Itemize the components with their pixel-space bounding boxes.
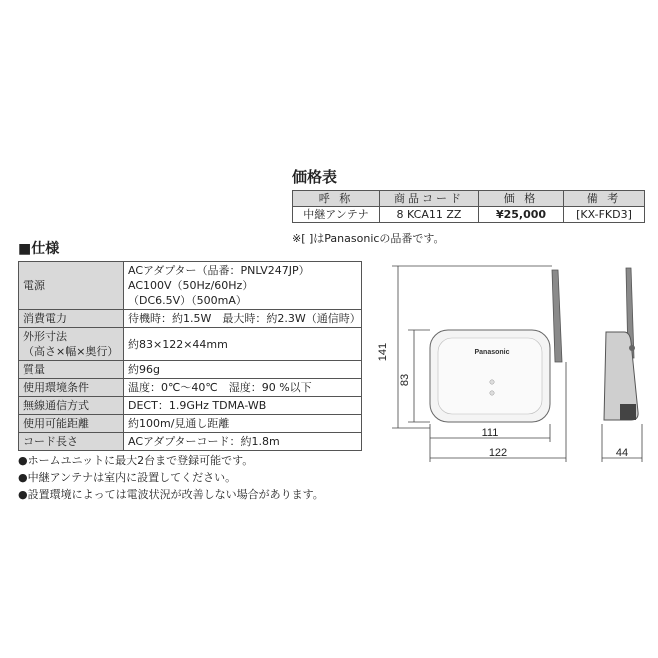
spec-label-line: 使用可能距離	[23, 417, 89, 430]
stand-side	[620, 404, 636, 420]
spec-label	[19, 415, 124, 433]
spec-value-line: ACアダプター（品番：PNLV247JP）	[128, 264, 310, 277]
spec-value-line: 待機時：約1.5W 最大時：約2.3W（通信時）	[128, 312, 361, 325]
notes-list	[18, 452, 324, 503]
spec-row	[19, 361, 362, 379]
spec-value	[124, 433, 362, 451]
header-remarks: 備 考	[564, 191, 645, 207]
spec-value	[124, 397, 362, 415]
led-icon	[490, 391, 494, 395]
spec-value-line: 約83×122×44mm	[128, 337, 228, 351]
spec-title: ■仕様	[18, 241, 60, 257]
spec-label	[19, 262, 124, 310]
spec-value-line: 約100m/見通し距離	[128, 417, 230, 430]
spec-value	[124, 415, 362, 433]
spec-value	[124, 328, 362, 361]
dim-height-body: 83	[399, 373, 411, 387]
spec-label-line: 使用環境条件	[23, 381, 89, 394]
spec-label-line: 消費電力	[23, 312, 67, 325]
dim-width-total: 122	[488, 447, 508, 459]
spec-value-line: 約96g	[128, 363, 160, 376]
price-table	[292, 190, 645, 223]
spec-row	[19, 379, 362, 397]
spec-value-line: AC100V（50Hz/60Hz）	[128, 279, 254, 292]
spec-value	[124, 361, 362, 379]
spec-value	[124, 379, 362, 397]
header-name: 呼 称	[293, 191, 380, 207]
cell-name: 中継アンテナ	[293, 207, 380, 223]
note-item: ●ホームユニットに最大2台まで登録可能です。	[18, 454, 254, 467]
price-header-row	[293, 191, 645, 207]
spec-label	[19, 361, 124, 379]
spec-value	[124, 262, 362, 310]
dim-depth: 44	[615, 447, 629, 459]
note-item: ●設置環境によっては電波状況が改善しない場合があります。	[18, 488, 324, 501]
spec-label	[19, 328, 124, 361]
spec-label	[19, 433, 124, 451]
price-row	[293, 207, 645, 223]
spec-label	[19, 379, 124, 397]
cell-remarks: [KX-FKD3]	[564, 207, 645, 223]
spec-row	[19, 433, 362, 451]
spec-label-line: 質量	[23, 363, 45, 376]
price-table-title: 価格表	[292, 168, 338, 186]
spec-label	[19, 310, 124, 328]
spec-label-line: コード長さ	[23, 435, 78, 448]
brand-logo: Panasonic	[474, 349, 510, 356]
side-view	[604, 268, 638, 420]
spec-table	[18, 261, 362, 451]
header-price: 価 格	[479, 191, 564, 207]
spec-row	[19, 328, 362, 361]
spec-value	[124, 310, 362, 328]
dimension-diagram	[372, 262, 658, 462]
spec-label	[19, 397, 124, 415]
spec-label-line: （高さ×幅×奥行）	[23, 345, 119, 358]
spec-label-line: 無線通信方式	[23, 399, 89, 412]
dim-width-body: 111	[481, 427, 499, 439]
spec-label-line: 電源	[23, 279, 45, 292]
front-view	[430, 270, 562, 422]
spec-value-line: ACアダプターコード：約1.8m	[128, 435, 280, 448]
spec-row	[19, 262, 362, 310]
antenna-joint	[629, 345, 635, 351]
spec-value-line: DECT：1.9GHz TDMA-WB	[128, 399, 267, 412]
dim-height-total: 141	[377, 342, 389, 362]
price-note: ※[ ]はPanasonicの品番です。	[292, 232, 445, 245]
spec-row	[19, 397, 362, 415]
spec-value-line: （DC6.5V）（500mA）	[128, 294, 247, 307]
cell-code: 8 KCA11 ZZ	[380, 207, 479, 223]
spec-row	[19, 415, 362, 433]
led-icon	[490, 380, 494, 384]
spec-row	[19, 310, 362, 328]
antenna-front	[552, 270, 562, 362]
cell-price: ¥25,000	[479, 207, 564, 223]
spec-value-line: 温度：0℃〜40℃ 湿度：90 %以下	[128, 381, 312, 394]
spec-label-line: 外形寸法	[23, 330, 67, 343]
note-item: ●中継アンテナは室内に設置してください。	[18, 471, 237, 484]
header-code: 商品コード	[380, 191, 479, 207]
